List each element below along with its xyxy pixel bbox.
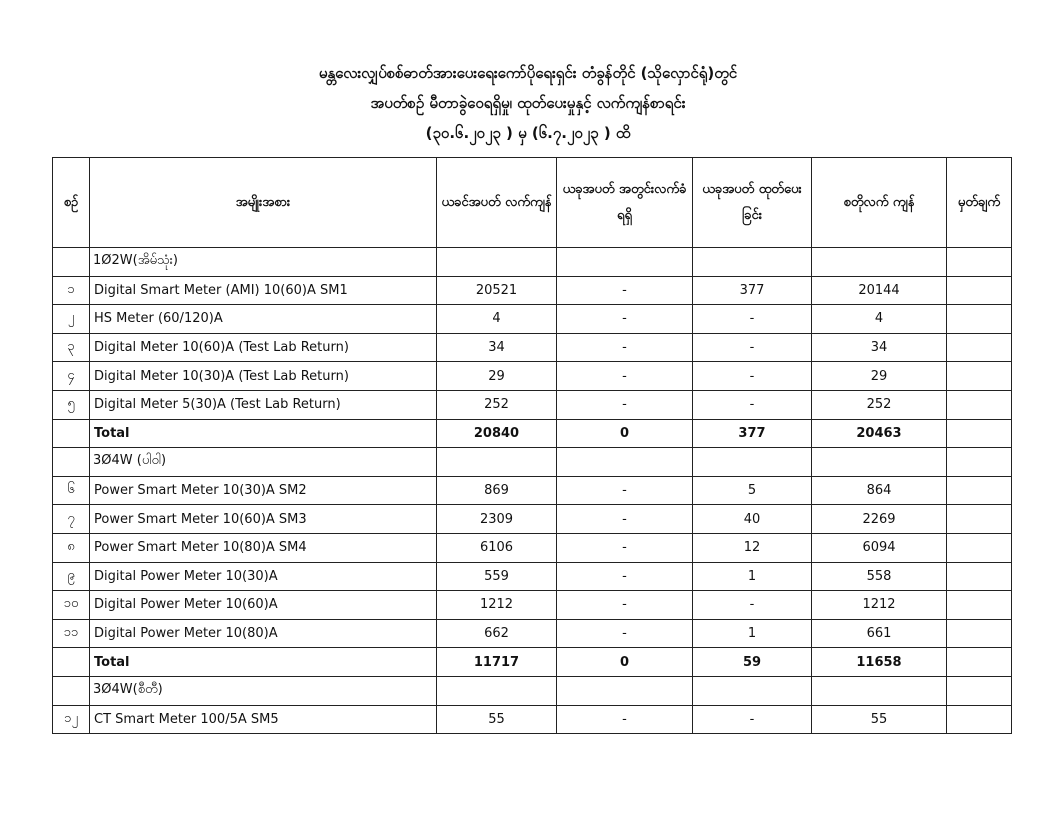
cell-meter-type: Digital Meter 10(30)A (Test Lab Return) xyxy=(90,362,437,391)
cell-meter-type: Total xyxy=(90,419,437,448)
table-row xyxy=(53,505,1012,534)
cell-received: - xyxy=(557,533,693,562)
cell-remark xyxy=(947,562,1012,591)
cell-store-balance: 29 xyxy=(812,362,947,391)
cell-issued: - xyxy=(693,362,812,391)
cell-issued: 1 xyxy=(693,562,812,591)
cell-serial: ၁၀ xyxy=(53,591,90,620)
cell-received: - xyxy=(557,619,693,648)
table-row xyxy=(53,619,1012,648)
cell-received: - xyxy=(557,362,693,391)
cell-serial: ၅ xyxy=(53,390,90,419)
cell-previous-balance: 20840 xyxy=(437,419,557,448)
cell-serial xyxy=(53,248,90,277)
cell-remark xyxy=(947,648,1012,677)
cell-remark xyxy=(947,362,1012,391)
cell-meter-type: Total xyxy=(90,648,437,677)
table-row xyxy=(53,591,1012,620)
table-row xyxy=(53,305,1012,334)
cell-meter-type: Digital Power Meter 10(80)A xyxy=(90,619,437,648)
cell-remark xyxy=(947,333,1012,362)
cell-issued: - xyxy=(693,705,812,734)
column-header-type: အမျိုးအစား xyxy=(90,158,437,248)
report-subtitle: အပတ်စဉ် မီတာခွဲဝေရရှိမှု၊ ထုတ်ပေးမှုနှင့် လက်ကျန်စာရင်း xyxy=(370,94,686,112)
cell-serial: ၇ xyxy=(53,505,90,534)
meter-inventory-table xyxy=(52,157,1012,734)
cell-previous-balance: 29 xyxy=(437,362,557,391)
cell-issued: - xyxy=(693,390,812,419)
table-row xyxy=(53,562,1012,591)
cell-issued: 377 xyxy=(693,419,812,448)
cell-serial: ၄ xyxy=(53,362,90,391)
cell-meter-type: 1Ø2W(အိမ်သုံး) xyxy=(90,248,437,277)
cell-remark xyxy=(947,248,1012,277)
cell-received: - xyxy=(557,276,693,305)
table-row xyxy=(53,276,1012,305)
table-row xyxy=(53,333,1012,362)
cell-issued: 1 xyxy=(693,619,812,648)
table-row xyxy=(53,476,1012,505)
cell-meter-type: Digital Power Meter 10(60)A xyxy=(90,591,437,620)
cell-store-balance: 864 xyxy=(812,476,947,505)
cell-previous-balance: 559 xyxy=(437,562,557,591)
cell-previous-balance: 869 xyxy=(437,476,557,505)
section-row xyxy=(53,448,1012,477)
cell-remark xyxy=(947,591,1012,620)
cell-serial: ၉ xyxy=(53,562,90,591)
total-row xyxy=(53,648,1012,677)
cell-serial xyxy=(53,676,90,705)
cell-issued: - xyxy=(693,591,812,620)
report-date-range: (၃၀.၆.၂၀၂၃ ) မှ (၆.၇.၂၀၂၃ ) ထိ xyxy=(425,124,631,142)
cell-meter-type: Digital Power Meter 10(30)A xyxy=(90,562,437,591)
cell-store-balance: 11658 xyxy=(812,648,947,677)
cell-previous-balance: 2309 xyxy=(437,505,557,534)
table-row xyxy=(53,705,1012,734)
cell-store-balance: 4 xyxy=(812,305,947,334)
cell-remark xyxy=(947,676,1012,705)
cell-meter-type: Power Smart Meter 10(80)A SM4 xyxy=(90,533,437,562)
column-header-serial: စဉ် xyxy=(53,158,90,248)
cell-serial: ၁ xyxy=(53,276,90,305)
cell-issued: 12 xyxy=(693,533,812,562)
column-header-received: ယခုအပတ် အတွင်းလက်ခံ ရရှိ xyxy=(557,158,693,248)
cell-serial: ၁၂ xyxy=(53,705,90,734)
column-header-previous-balance: ယခင်အပတ် လက်ကျန် xyxy=(437,158,557,248)
cell-received: - xyxy=(557,333,693,362)
cell-serial: ၆ xyxy=(53,476,90,505)
report-title: မန္တလေးလျှပ်စစ်ဓာတ်အားပေးရေးကော်ပိုရေးရှင်း တံခွန်တိုင် (သိုလှောင်ရုံ)တွင် xyxy=(318,64,738,82)
cell-remark xyxy=(947,476,1012,505)
cell-issued: - xyxy=(693,305,812,334)
cell-previous-balance: 11717 xyxy=(437,648,557,677)
cell-received: - xyxy=(557,705,693,734)
cell-serial: ၂ xyxy=(53,305,90,334)
cell-issued xyxy=(693,676,812,705)
cell-received: - xyxy=(557,476,693,505)
cell-meter-type: Digital Smart Meter (AMI) 10(60)A SM1 xyxy=(90,276,437,305)
cell-serial: ၈ xyxy=(53,533,90,562)
cell-received: - xyxy=(557,591,693,620)
cell-meter-type: Digital Meter 5(30)A (Test Lab Return) xyxy=(90,390,437,419)
cell-remark xyxy=(947,505,1012,534)
cell-store-balance: 20144 xyxy=(812,276,947,305)
cell-received xyxy=(557,448,693,477)
cell-issued: 40 xyxy=(693,505,812,534)
cell-store-balance: 2269 xyxy=(812,505,947,534)
cell-store-balance: 1212 xyxy=(812,591,947,620)
cell-received: - xyxy=(557,505,693,534)
column-header-remark: မှတ်ချက် xyxy=(947,158,1012,248)
table-row xyxy=(53,390,1012,419)
cell-received xyxy=(557,248,693,277)
cell-issued: 59 xyxy=(693,648,812,677)
cell-received xyxy=(557,676,693,705)
cell-store-balance xyxy=(812,676,947,705)
cell-remark xyxy=(947,619,1012,648)
section-row xyxy=(53,248,1012,277)
cell-previous-balance: 662 xyxy=(437,619,557,648)
cell-remark xyxy=(947,390,1012,419)
cell-issued xyxy=(693,248,812,277)
cell-meter-type: CT Smart Meter 100/5A SM5 xyxy=(90,705,437,734)
column-header-issued: ယခုအပတ် ထုတ်ပေးခြင်း xyxy=(693,158,812,248)
cell-previous-balance: 55 xyxy=(437,705,557,734)
cell-issued: 5 xyxy=(693,476,812,505)
cell-store-balance xyxy=(812,448,947,477)
cell-received: - xyxy=(557,562,693,591)
cell-remark xyxy=(947,705,1012,734)
cell-received: - xyxy=(557,390,693,419)
cell-serial xyxy=(53,448,90,477)
table-row xyxy=(53,362,1012,391)
cell-previous-balance: 34 xyxy=(437,333,557,362)
cell-store-balance: 252 xyxy=(812,390,947,419)
cell-issued: - xyxy=(693,333,812,362)
cell-meter-type: 3Ø4W(စီတီ) xyxy=(90,676,437,705)
cell-received: 0 xyxy=(557,648,693,677)
cell-remark xyxy=(947,533,1012,562)
cell-received: - xyxy=(557,305,693,334)
cell-previous-balance xyxy=(437,676,557,705)
cell-serial xyxy=(53,648,90,677)
cell-store-balance: 34 xyxy=(812,333,947,362)
cell-remark xyxy=(947,448,1012,477)
report-title-block xyxy=(0,58,1056,148)
cell-previous-balance: 1212 xyxy=(437,591,557,620)
column-header-store-balance: စတိုလက် ကျန် xyxy=(812,158,947,248)
cell-previous-balance: 20521 xyxy=(437,276,557,305)
cell-store-balance: 558 xyxy=(812,562,947,591)
cell-meter-type: HS Meter (60/120)A xyxy=(90,305,437,334)
cell-store-balance: 661 xyxy=(812,619,947,648)
table-header-row xyxy=(53,158,1012,248)
cell-store-balance: 6094 xyxy=(812,533,947,562)
cell-previous-balance: 4 xyxy=(437,305,557,334)
table-row xyxy=(53,533,1012,562)
cell-issued xyxy=(693,448,812,477)
cell-previous-balance xyxy=(437,248,557,277)
table-body xyxy=(53,248,1012,734)
section-row xyxy=(53,676,1012,705)
cell-meter-type: 3Ø4W (ပါဝါ) xyxy=(90,448,437,477)
cell-remark xyxy=(947,419,1012,448)
cell-remark xyxy=(947,276,1012,305)
cell-store-balance xyxy=(812,248,947,277)
cell-remark xyxy=(947,305,1012,334)
cell-previous-balance: 6106 xyxy=(437,533,557,562)
cell-issued: 377 xyxy=(693,276,812,305)
cell-meter-type: Digital Meter 10(60)A (Test Lab Return) xyxy=(90,333,437,362)
cell-previous-balance xyxy=(437,448,557,477)
cell-serial: ၁၁ xyxy=(53,619,90,648)
total-row xyxy=(53,419,1012,448)
cell-meter-type: Power Smart Meter 10(30)A SM2 xyxy=(90,476,437,505)
cell-serial xyxy=(53,419,90,448)
cell-received: 0 xyxy=(557,419,693,448)
cell-store-balance: 55 xyxy=(812,705,947,734)
cell-meter-type: Power Smart Meter 10(60)A SM3 xyxy=(90,505,437,534)
cell-serial: ၃ xyxy=(53,333,90,362)
cell-previous-balance: 252 xyxy=(437,390,557,419)
cell-store-balance: 20463 xyxy=(812,419,947,448)
